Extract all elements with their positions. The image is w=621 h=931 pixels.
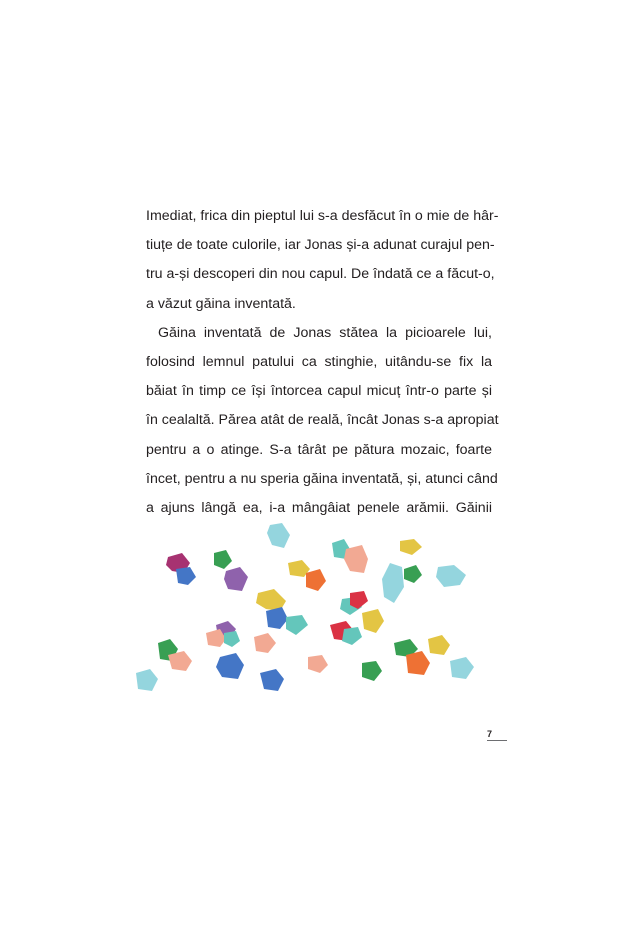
confetti-piece [406,651,430,675]
confetti-piece [224,631,240,647]
confetti-piece [362,609,384,633]
text-line: folosind lemnul patului ca stinghie, uitându-se fix la [146,353,492,370]
text-line: a văzut găina inventată. [146,295,296,312]
text-line: tru a-și descoperi din nou capul. De îndată ce a făcut-o, [146,266,495,283]
confetti-piece [286,615,308,635]
confetti-piece [224,567,248,591]
confetti-piece [344,545,368,573]
page-number-rule [487,740,507,741]
confetti-piece [308,655,328,673]
confetti-piece [382,563,404,603]
confetti-piece [404,565,422,583]
confetti-piece [267,523,290,548]
confetti-piece [216,653,244,679]
confetti-piece [350,591,368,609]
text-line: pentru a o atinge. S-a târât pe pătura mozaic, foarte [146,441,492,458]
text-line: Imediat, frica din pieptul lui s-a desfăcut în o mie de hâr- [146,208,499,224]
confetti-piece [428,635,450,655]
text-line: tiuțe de toate culorile, iar Jonas și-a adunat curajul pen- [146,237,495,254]
confetti-piece [260,669,284,691]
confetti-piece [266,607,288,629]
confetti-piece [176,567,196,585]
confetti-piece [306,569,326,591]
confetti-piece [450,657,474,679]
confetti-piece [342,627,362,645]
confetti-piece [362,661,382,681]
text-line: încet, pentru a nu speria găina inventată, și, atunci când [146,470,498,487]
text-line: în cealaltă. Părea atât de reală, încât Jonas s-a apropiat [146,412,499,429]
body-text [146,202,499,523]
text-line: băiat în timp ce își întorcea capul micuț într-o parte și [146,383,492,400]
confetti-piece [136,669,158,691]
text-line: Găina inventată de Jonas stătea la picioarele lui, [158,324,492,341]
confetti-piece [436,565,466,587]
text-line: a ajuns lângă ea, i-a mângâiat penele arămii. Găinii [146,499,492,516]
page-number: 7 [487,729,493,739]
confetti-piece [254,633,276,653]
confetti-piece [214,550,232,569]
confetti-piece [400,539,422,555]
confetti-illustration [130,515,490,700]
